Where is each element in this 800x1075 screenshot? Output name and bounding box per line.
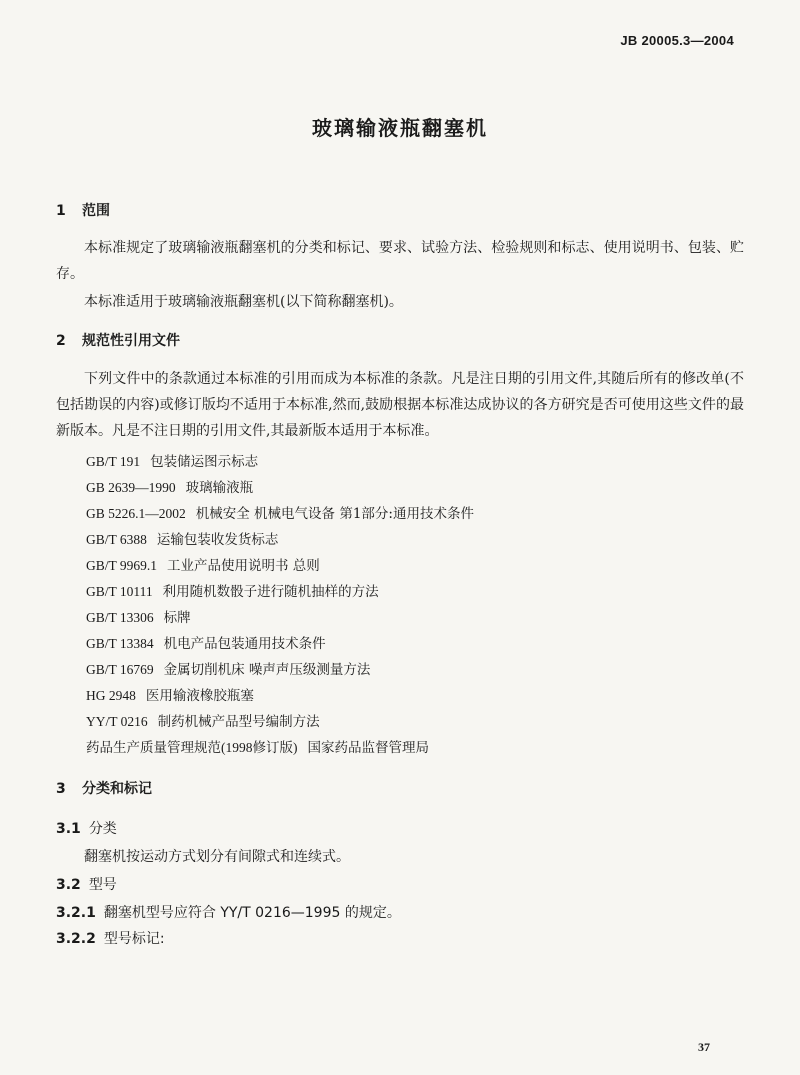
subsection-3-2-2: 3.2.2 型号标记: [56, 931, 165, 947]
reference-item: GB/T 16769 金属切削机床 噪声声压级测量方法 [86, 662, 371, 678]
reference-item: GB 5226.1—2002 机械安全 机械电气设备 第1部分:通用技术条件 [86, 506, 474, 522]
section-number: 2 [56, 333, 66, 349]
reference-item: YY/T 0216 制药机械产品型号编制方法 [86, 714, 320, 730]
section-number: 1 [56, 203, 66, 219]
reference-item: GB/T 9969.1 工业产品使用说明书 总则 [86, 558, 320, 574]
reference-item: GB/T 13306 标牌 [86, 610, 191, 626]
section-title: 规范性引用文件 [82, 333, 180, 349]
reference-item: HG 2948 医用输液橡胶瓶塞 [86, 688, 254, 704]
section-2-paragraph: 下列文件中的条款通过本标准的引用而成为本标准的条款。凡是注日期的引用文件,其随后所有的修改单(不包括勘误的内容)或修订版均不适用于本标准,然而,鼓励根据本标准达成协议的各方研究是否可使用这些文件的最新版本。凡是不注日期的引用文件,其最新版本适用于本标准。 [56, 371, 744, 439]
section-title: 范围 [82, 203, 110, 219]
subsection-3-1-text: 翻塞机按运动方式划分有间隙式和连续式。 [84, 849, 350, 865]
section-title: 分类和标记 [82, 781, 152, 797]
section-1-heading [56, 200, 110, 220]
reference-item: GB/T 6388 运输包装收发货标志 [86, 532, 279, 548]
standard-code: JB 20005.3—2004 [620, 33, 734, 48]
section-1-paragraph-1: 本标准规定了玻璃输液瓶翻塞机的分类和标记、要求、试验方法、检验规则和标志、使用说明书、包装、贮存。 [56, 240, 744, 282]
reference-item: GB/T 191 包装储运图示标志 [86, 454, 259, 470]
reference-item: GB/T 10111 利用随机数骰子进行随机抽样的方法 [86, 584, 379, 600]
section-1-paragraph-2: 本标准适用于玻璃输液瓶翻塞机(以下简称翻塞机)。 [84, 294, 403, 310]
section-3-heading [56, 778, 152, 798]
reference-item: GB 2639—1990 玻璃输液瓶 [86, 480, 254, 496]
section-2-heading [56, 330, 180, 350]
document-title: 玻璃输液瓶翻塞机 [312, 116, 488, 140]
subsection-3-2-1: 3.2.1 翻塞机型号应符合 YY/T 0216—1995 的规定。 [56, 905, 401, 921]
subsection-3-1-heading: 3.1 分类 [56, 821, 117, 837]
page-number: 37 [698, 1040, 710, 1054]
reference-item: GB/T 13384 机电产品包装通用技术条件 [86, 636, 326, 652]
subsection-3-2-heading: 3.2 型号 [56, 877, 117, 893]
section-number: 3 [56, 781, 66, 797]
reference-item: 药品生产质量管理规范(1998修订版) 国家药品监督管理局 [86, 740, 429, 756]
